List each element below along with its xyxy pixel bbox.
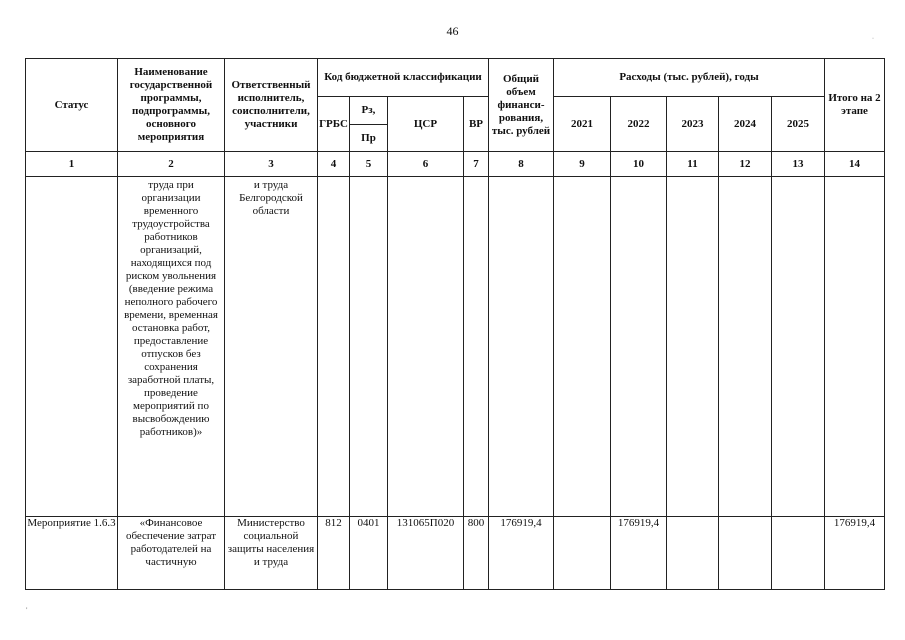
column-number: 1 [26, 152, 118, 177]
cell-2025 [772, 177, 825, 517]
header-year-2021: 2021 [554, 97, 611, 152]
header-budget-code: Код бюджетной классификации [318, 59, 489, 97]
cell-executor: Министерство социальной защиты населения и труда [225, 517, 318, 590]
header-expenses: Расходы (тыс. рублей), годы [554, 59, 825, 97]
cell-csr: 131065П020 [388, 517, 464, 590]
header-year-2025: 2025 [772, 97, 825, 152]
cell-2022: 176919,4 [611, 517, 667, 590]
column-number: 4 [318, 152, 350, 177]
cell-stage-total: 176919,4 [825, 517, 885, 590]
column-number: 10 [611, 152, 667, 177]
scan-dot: · [872, 36, 874, 42]
column-number: 14 [825, 152, 885, 177]
scan-dot: , [26, 604, 28, 610]
header-status: Статус [26, 59, 118, 152]
cell-stage-total [825, 177, 885, 517]
cell-2023 [667, 177, 719, 517]
cell-program-name-text: труда при организации временного трудоустройства работников организаций, находящихся под риском увольнения (введение режима неполного рабочего времени, временная остановка работ, предоставление отпусков без сохранения заработной платы, проведение мероприятий по высвобождению работников)» [124, 179, 218, 438]
cell-csr [388, 177, 464, 517]
cell-2021 [554, 517, 611, 590]
header-rz: Рз, [350, 97, 388, 125]
cell-rzpr [350, 177, 388, 517]
cell-program-name [118, 177, 225, 517]
header-year-2023: 2023 [667, 97, 719, 152]
cell-2021 [554, 177, 611, 517]
page-number: 46 [446, 24, 459, 38]
column-number: 12 [719, 152, 772, 177]
cell-grbs: 812 [318, 517, 350, 590]
cell-rzpr: 0401 [350, 517, 388, 590]
header-pr: Пр [350, 125, 388, 152]
header-year-2024: 2024 [719, 97, 772, 152]
cell-total [489, 177, 554, 517]
budget-table [25, 58, 885, 590]
header-executor: Ответственный исполнитель, соисполнители, участники [225, 59, 318, 152]
column-number: 9 [554, 152, 611, 177]
column-number: 5 [350, 152, 388, 177]
header-vr: ВР [464, 97, 489, 152]
header-year-2022: 2022 [611, 97, 667, 152]
column-number: 8 [489, 152, 554, 177]
cell-2022 [611, 177, 667, 517]
cell-executor-text: и труда Белгородской области [239, 179, 303, 217]
table-row [26, 517, 885, 590]
cell-executor [225, 177, 318, 517]
column-number: 2 [118, 152, 225, 177]
cell-grbs [318, 177, 350, 517]
cell-2025 [772, 517, 825, 590]
column-number: 11 [667, 152, 719, 177]
cell-2023 [667, 517, 719, 590]
column-number: 7 [464, 152, 489, 177]
column-number: 13 [772, 152, 825, 177]
cell-program-name: «Финансовое обеспечение затрат работодателей на частичную [118, 517, 225, 590]
cell-status [26, 177, 118, 517]
column-number: 6 [388, 152, 464, 177]
cell-2024 [719, 177, 772, 517]
column-number-row [26, 152, 885, 177]
cell-total: 176919,4 [489, 517, 554, 590]
cell-2024 [719, 517, 772, 590]
header-grbs: ГРБС [318, 97, 350, 152]
cell-vr: 800 [464, 517, 489, 590]
header-program-name: Наименование государственной программы, подпрограммы, основного мероприятия [118, 59, 225, 152]
header-stage-total: Итого на 2 этапе [825, 59, 885, 152]
header-csr: ЦСР [388, 97, 464, 152]
cell-status: Мероприятие 1.6.3 [26, 517, 118, 590]
column-number: 3 [225, 152, 318, 177]
header-total-volume: Общий объем финанси-рования, тыс. рублей [489, 59, 554, 152]
table-row [26, 177, 885, 517]
cell-vr [464, 177, 489, 517]
